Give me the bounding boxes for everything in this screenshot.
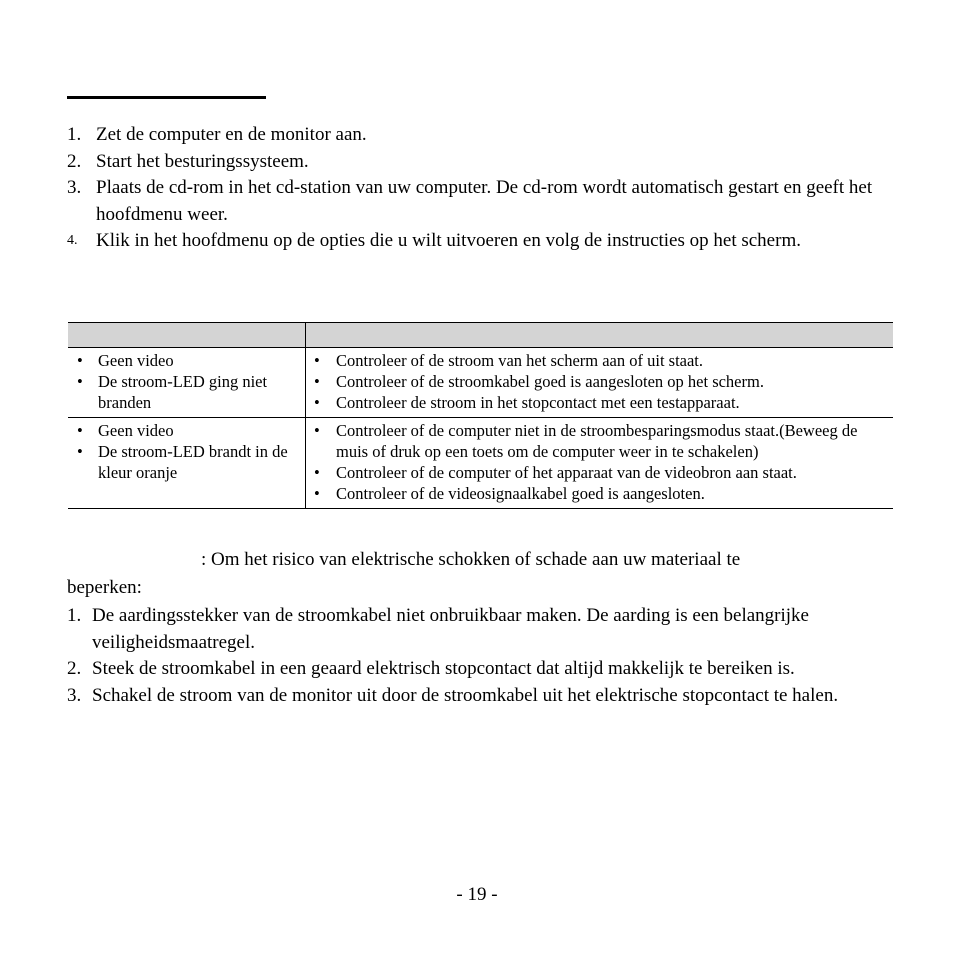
list-item: • Controleer of de stroomkabel goed is aangesloten op het scherm. [306, 371, 893, 392]
problem-cell [68, 348, 306, 418]
list-item [67, 149, 897, 176]
table-row [68, 418, 893, 509]
list-item: • Controleer of de stroom van het scherm aan of uit staat. [306, 350, 893, 371]
list-item: • Controleer de stroom in het stopcontact met een testapparaat. [306, 392, 893, 413]
header-cell-solution [306, 323, 894, 348]
troubleshooting-table [68, 322, 893, 509]
list-item: • Controleer of de videosignaalkabel goed is aangesloten. [306, 483, 893, 504]
item-number: 1. [67, 605, 82, 626]
installation-steps [67, 122, 897, 255]
header-cell-problem [68, 323, 306, 348]
step-text: Plaats de cd-rom in het cd-station van uw computer. De cd-rom wordt automatisch gestart en geeft het hoofdmenu weer. [96, 177, 873, 225]
safety-warning [67, 546, 897, 602]
step-number: 2. [67, 150, 82, 172]
step-number: 4. [67, 233, 78, 248]
problem-cell [68, 418, 306, 509]
warning-line: beperken: [67, 577, 142, 598]
warning-line: : Om het risico van elektrische schokken of schade aan uw materiaal te [201, 549, 741, 570]
item-text: De aardingsstekker van de stroomkabel niet onbruikbaar maken. De aarding is een belangrijke veiligheidsmaatregel. [92, 605, 809, 653]
solution-cell [306, 348, 894, 418]
list-item [67, 122, 897, 149]
list-item: • De stroom-LED brandt in de kleur oranje [68, 441, 305, 483]
list-item [67, 228, 897, 255]
safety-instructions [67, 603, 897, 709]
list-item: • Geen video [68, 350, 305, 371]
item-text: Steek de stroomkabel in een geaard elektrisch stopcontact dat altijd makkelijk te bereiken is. [92, 658, 795, 679]
list-item: • Geen video [68, 420, 305, 441]
page-number: - 19 - [456, 884, 498, 905]
list-item [67, 683, 897, 710]
item-text: Schakel de stroom van de monitor uit door de stroomkabel uit het elektrische stopcontact te halen. [92, 684, 839, 706]
list-item: • Controleer of de computer of het apparaat van de videobron aan staat. [306, 462, 893, 483]
list-item [67, 175, 897, 228]
step-text: Start het besturingssysteem. [96, 150, 309, 172]
list-item [67, 603, 897, 656]
step-number: 1. [67, 124, 82, 145]
step-text: Zet de computer en de monitor aan. [96, 124, 367, 145]
item-number: 2. [67, 658, 82, 679]
step-text: Klik in het hoofdmenu op de opties die u wilt uitvoeren en volg de instructies op het scherm. [96, 230, 801, 251]
heading-rule [67, 96, 266, 99]
solution-cell [306, 418, 894, 509]
table-header-row [68, 323, 893, 348]
list-item [67, 656, 897, 683]
list-item: • De stroom-LED ging niet branden [68, 371, 305, 413]
table-row [68, 348, 893, 418]
step-number: 3. [67, 177, 82, 198]
item-number: 3. [67, 684, 82, 706]
list-item: • Controleer of de computer niet in de stroombesparingsmodus staat.(Beweeg de muis of druk op een toets om de computer weer in te schakelen) [306, 420, 893, 462]
